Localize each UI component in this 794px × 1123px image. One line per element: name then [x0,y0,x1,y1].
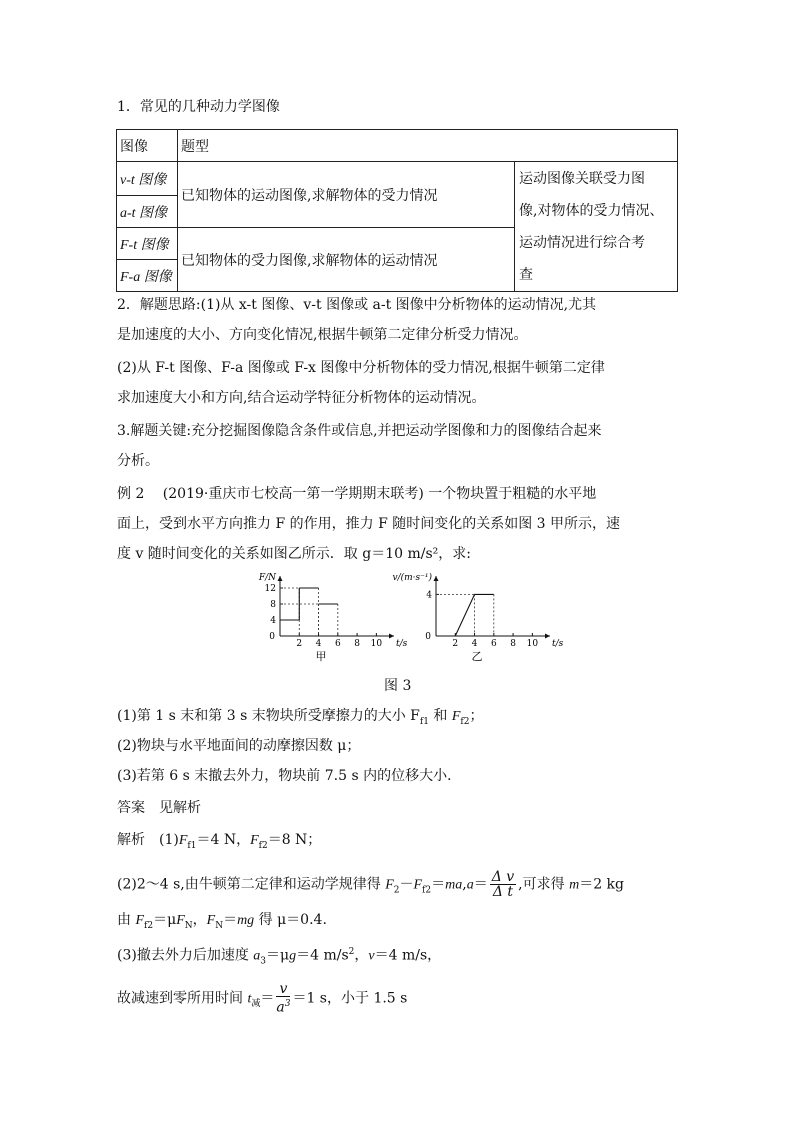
x-tick-label: 4 [315,639,322,649]
solution-3: (3)撤去外力后加速度 $a_3=\mu g=4$ $m/s^2$，v＝4 m/s， [117,947,442,967]
x-tick-label: 6 [490,639,497,649]
chart-title: 甲 [315,650,327,663]
answer-line: 答案 见解析 [117,800,201,816]
chart-title: 乙 [471,650,483,663]
example-line-2: 面上，受到水平方向推力 F 的作用，推力 F 随时间变化的关系如图 3 甲所示，速 [117,516,621,532]
fraction-a: $\frac{\text{Δ v}}{\text{Δ t}}$ [491,869,515,900]
example-line-1: 例 2 (2019·重庆市七校高一第一学期期末联考) 一个物块置于粗糙的水平地 [117,486,597,502]
table-row-label: F-t 图像 [117,228,178,260]
para-thinking-2: 是加速度的大小、方向变化情况,根据牛顿第二定律分析受力情况。 [117,327,528,343]
y-axis-label: F/N [258,573,276,583]
x-tick-label: 8 [510,639,516,649]
y-tick-label: 8 [270,600,276,610]
section-title: 1．常见的几种动力学图像 [117,99,280,115]
x-tick-label: 2 [296,639,303,649]
para-thinking-3: (2)从 F-t 图像、F-a 图像或 F-x 图像中分析物体的受力情况,根据牛顿第二定律 [117,360,605,376]
y-tick-label: 4 [426,590,432,601]
y-axis-arrow [434,576,439,581]
solution-2: (2)2～4 s,由牛顿第二定律和运动学规律得 $F_2-F_{f2}=ma,a=$ $\frac{\text{Δ v}}{\text{Δ t}}$ ,可求得 m＝2 kg [117,869,625,900]
solution-3b: 故减速到零所用时间 $t_减=$ $\frac{v}{a^3}$ ＝1 s，小于 1.5 s [117,981,408,1016]
x-tick-label: 6 [334,639,341,649]
table-cell-side: 运动图像关联受力图 像,对物体的受力情况、 运动情况进行综合考 查 [515,162,678,292]
question-3: (3)若第 6 s 末撤去外力，物块前 7.5 s 内的位移大小． [117,768,462,784]
y-axis-arrow [278,576,283,581]
graph-types-table [116,129,678,292]
para-key-2: 分析。 [117,453,159,469]
para-thinking-4: 求加速度大小和方向,结合运动学特征分析物体的运动情况。 [117,390,486,406]
y-axis-label: v/(m·s⁻¹) [392,573,432,583]
example-line-3: 度 v 随时间变化的关系如图乙所示．取 g＝10 m/s²，求: [117,546,471,562]
question-2: (2)物块与水平地面间的动摩擦因数 μ； [117,738,361,754]
x-tick-label: 8 [354,639,360,649]
y-tick-label: 12 [264,584,276,594]
y-tick-label: 4 [270,616,276,626]
table-cell-group1: 已知物体的运动图像,求解物体的受力情况 [178,162,515,228]
para-thinking-1: 2．解题思路:(1)从 x-t 图像、v-t 图像或 a-t 图像中分析物体的运动情况,尤其 [117,297,597,313]
x-axis-label: t/s [396,639,408,649]
origin-label: 0 [269,632,275,642]
table-cell-group2: 已知物体的受力图像,求解物体的运动情况 [178,228,515,292]
x-tick-label: 4 [471,639,478,649]
x-axis-label: t/s [552,639,564,649]
solution-2b: 由 $F_{f2}=\mu F_N$，$F_N=mg$ 得 μ＝0.4. [117,912,327,931]
origin-label: 0 [425,632,431,642]
question-1: (1)第 1 s 末和第 3 s 末物块所受摩擦力的大小 $F_{f1}$ 和 $F_{f2}$； [117,708,484,727]
solution-1: 解析 $(1)F_{f1}=4$ N，$F_{f2}=8$ N； [117,832,322,851]
fraction-t: $\frac{v}{a^3}$ [276,981,291,1016]
table-header-type: 题型 [178,130,678,162]
table-row-label: F-a 图像 [117,260,178,292]
x-tick-label: 10 [370,639,383,649]
x-axis-arrow [389,634,394,639]
x-tick-label: 2 [452,639,459,649]
table-header-graph: 图像 [117,130,178,162]
table-row-label: a-t 图像 [117,196,178,228]
force-time-chart [248,572,408,664]
x-axis-arrow [545,634,550,639]
x-tick-label: 10 [526,639,539,649]
table-row-label: v-t 图像 [117,162,178,196]
figure-caption: 图 3 [384,678,412,694]
para-key-1: 3.解题关键:充分挖掘图像隐含条件或信息,并把运动学图像和力的图像结合起来 [117,423,602,439]
velocity-time-chart [392,572,564,664]
